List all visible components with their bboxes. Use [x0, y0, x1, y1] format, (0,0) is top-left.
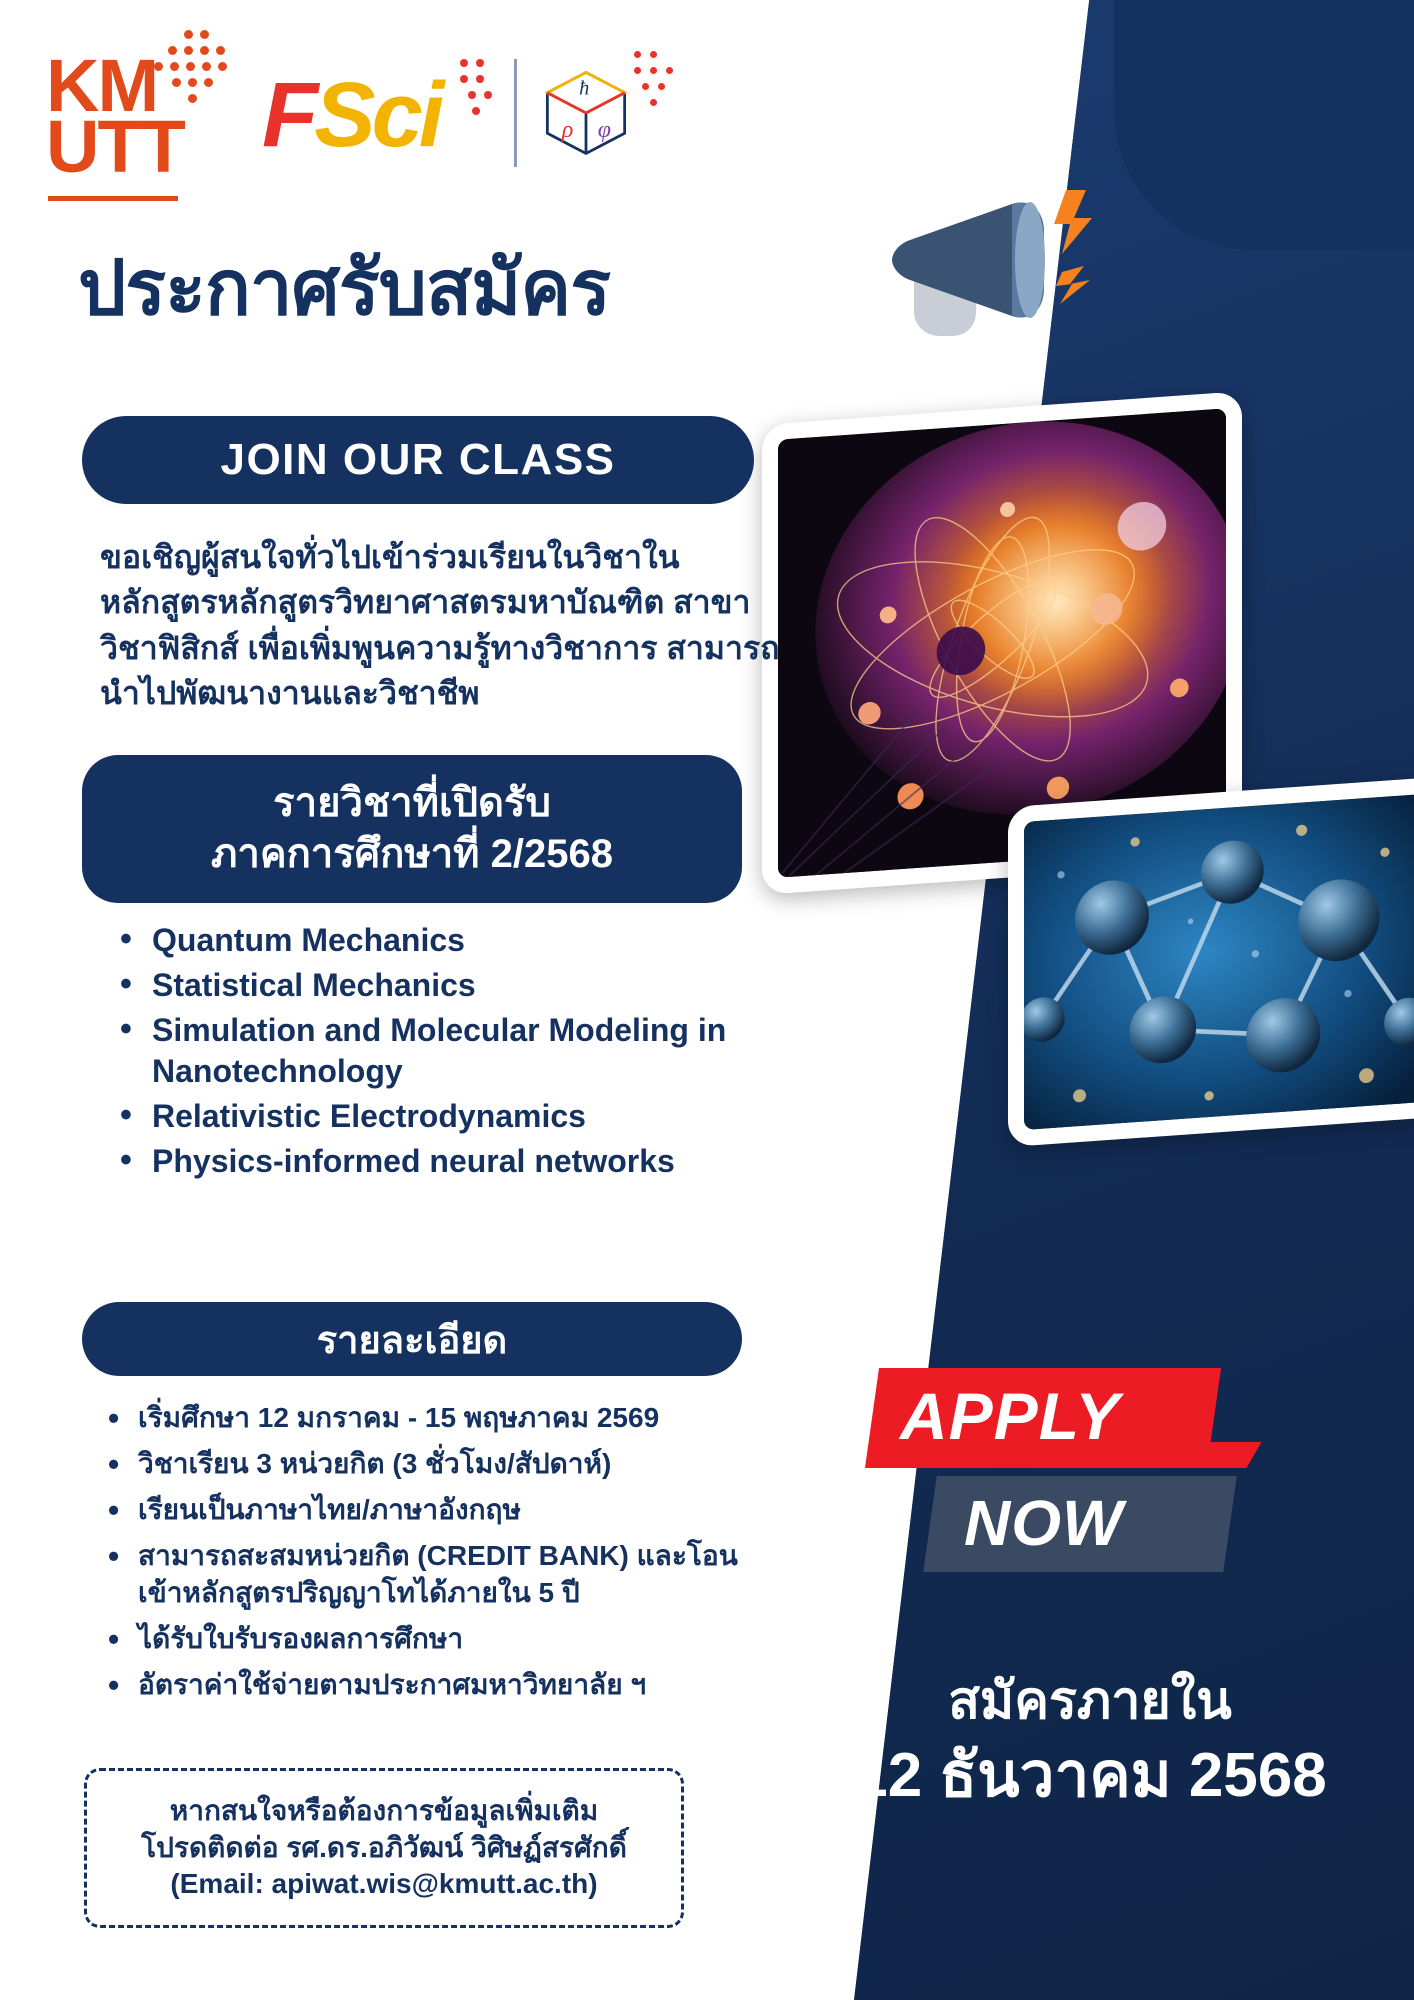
- list-item: • Physics-informed neural networks: [112, 1141, 812, 1182]
- fsci-wordmark: [262, 63, 440, 168]
- contact-line-2: โปรดติดต่อ รศ.ดร.อภิวัฒน์ วิศิษฏ์สรศักดิ์: [141, 1831, 627, 1863]
- list-item: • Simulation and Molecular Modeling in Nanotechnology: [112, 1010, 812, 1092]
- deadline-block: [800, 1668, 1380, 1816]
- fsci-logo: [262, 41, 682, 181]
- contact-email: (Email: apiwat.wis@kmutt.ac.th): [170, 1868, 598, 1900]
- svg-text:ħ: ħ: [579, 77, 590, 100]
- list-item: • วิชาเรียน 3 หน่วยกิต (3 ชั่วโมง/สัปดาห์): [100, 1446, 760, 1483]
- apply-label: APPLY: [900, 1379, 1121, 1453]
- fsci-f: F: [262, 63, 315, 166]
- deadline-line-2: 12 ธันวาคม 2568: [853, 1740, 1327, 1810]
- kmutt-line2: UTT: [46, 104, 184, 188]
- svg-text:ρ: ρ: [561, 116, 574, 143]
- kmutt-logo: [46, 28, 236, 193]
- kmutt-underline: [48, 196, 178, 201]
- courses-heading-line1: รายวิชาที่เปิดรับ: [273, 780, 551, 825]
- photo-nanostructure-art: [1024, 794, 1414, 1137]
- kmutt-wordmark: [46, 44, 184, 188]
- fsci-sci: Sci: [314, 63, 441, 166]
- details-heading-label: รายละเอียด: [316, 1319, 508, 1362]
- deadline-line-1: สมัครภายใน: [948, 1672, 1232, 1730]
- list-item: • ได้รับใบรับรองผลการศึกษา: [100, 1621, 760, 1658]
- contact-box: [84, 1768, 684, 1928]
- details-heading-banner: [82, 1302, 742, 1376]
- join-our-class-label: JOIN OUR CLASS: [220, 435, 616, 484]
- join-our-class-banner: [82, 416, 754, 504]
- list-item: • Statistical Mechanics: [112, 965, 812, 1006]
- fsci-divider: [514, 59, 517, 167]
- list-item: • Quantum Mechanics: [112, 920, 812, 961]
- contact-line-1: หากสนใจหรือต้องการข้อมูลเพิ่มเติม: [169, 1794, 599, 1826]
- details-list: [100, 1400, 760, 1713]
- photo-nanostructure: [1008, 777, 1414, 1147]
- navy-top-right-curve: [1114, 0, 1414, 250]
- page-title: ประกาศรับสมัคร: [78, 246, 611, 331]
- megaphone-icon: [880, 180, 1100, 370]
- list-item: • เรียนเป็นภาษาไทย/ภาษาอังกฤษ: [100, 1492, 760, 1529]
- hpp-cube-icon: [540, 67, 632, 159]
- kmutt-line1: KM: [46, 44, 158, 127]
- list-item: • สามารถสะสมหน่วยกิต (CREDIT BANK) และโอนเข้าหลักสูตรปริญญาโทได้ภายใน 5 ปี: [100, 1538, 760, 1612]
- list-item: • Relativistic Electrodynamics: [112, 1096, 812, 1137]
- courses-heading-banner: [82, 755, 742, 903]
- intro-paragraph: ขอเชิญผู้สนใจทั่วไปเข้าร่วมเรียนในวิชาในหลักสูตรหลักสูตรวิทยาศาสตรมหาบัณฑิต สาขาวิชาฟิสิกส์ เพื่อเพิ่มพูนความรู้ทางวิชาการ สามารถนำไปพัฒนางานและวิชาชีพ: [100, 539, 780, 712]
- list-item: • อัตราค่าใช้จ่ายตามประกาศมหาวิทยาลัย ฯ: [100, 1667, 760, 1704]
- svg-text:φ: φ: [597, 116, 612, 143]
- logo-row: [46, 28, 682, 193]
- now-label: NOW: [964, 1487, 1124, 1559]
- list-item: • เริ่มศึกษา 12 มกราคม - 15 พฤษภาคม 2569: [100, 1400, 760, 1437]
- courses-list: [112, 920, 812, 1186]
- courses-heading-line2: ภาคการศึกษาที่ 2/2568: [210, 832, 613, 876]
